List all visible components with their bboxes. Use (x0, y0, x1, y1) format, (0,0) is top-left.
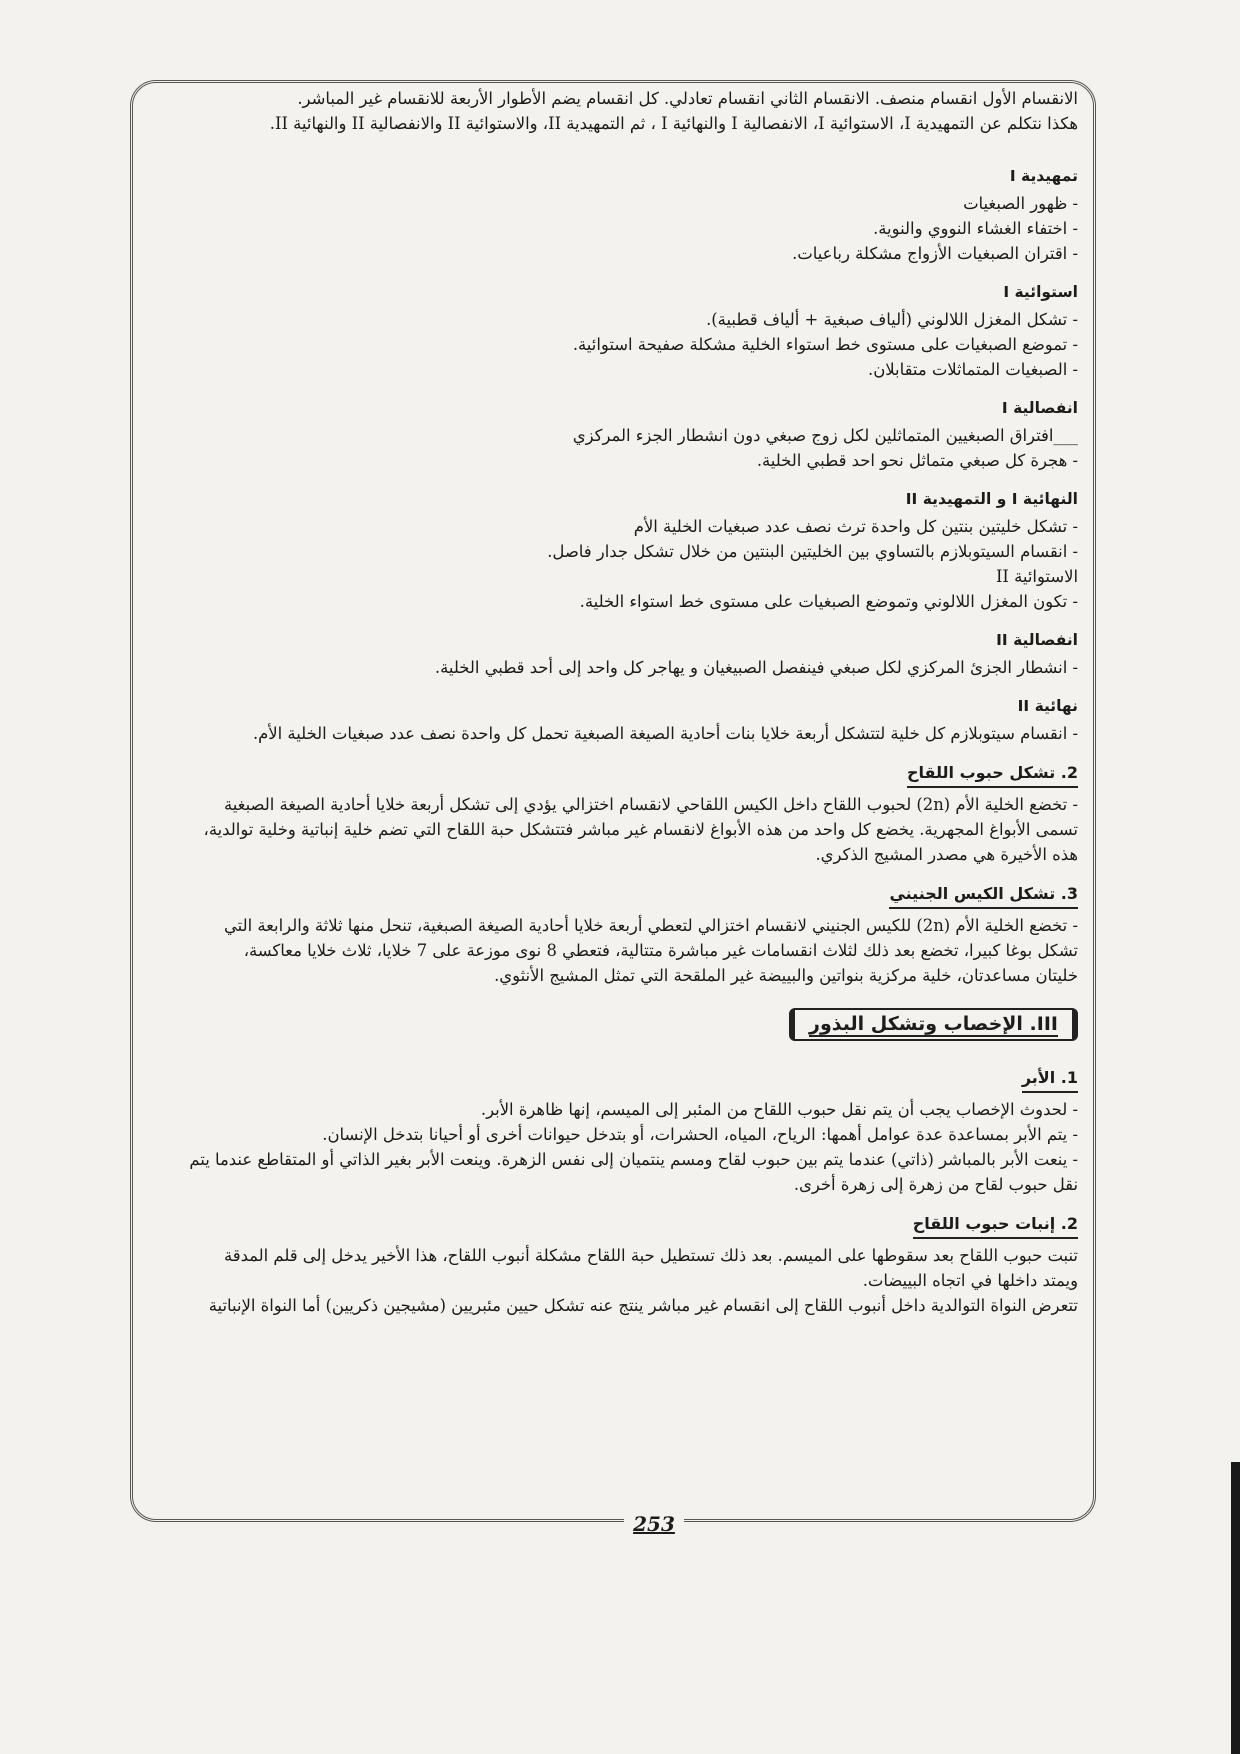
heading-telophase-1: النهائية I و التمهيدية II (905, 490, 1078, 508)
list-item: - تكون المغزل اللالوني وتموضع الصبغيات على مستوى خط استواء الخلية. (579, 592, 1078, 611)
heading-pollen-germination: 2. إنبات حبوب اللقاح (913, 1211, 1078, 1239)
heading-anaphase-1: انفصالية I (1001, 399, 1078, 417)
list-item: - هجرة كل صبغي متماثل نحو احد قطبي الخلية. (756, 451, 1078, 470)
list-item: - اقتران الصبغيات الأزواج مشكلة رباعيات. (792, 244, 1078, 263)
heading-pollen-formation: 2. تشكل حبوب اللقاح (907, 760, 1078, 788)
paragraph-line: - يتم الأبر بمساعدة عدة عوامل أهمها: الرياح، المياه، الحشرات، أو بتدخل حيوانات أخرى أو أحيانا بتدخل الإنسان. (322, 1125, 1078, 1144)
paragraph-line: - ينعت الأبر بالمباشر (ذاتي) عندما يتم بين حبوب لقاح ومسم ينتميان إلى نفس الزهرة. وينعت الأبر بغير الذاتي أو المتقاطع عندما يتم (189, 1150, 1078, 1169)
paragraph-line: تتعرض النواة التوالدية داخل أنبوب اللقاح إلى انقسام غير مباشر ينتج عنه تشكل حيين مئبريين (مشيجين ذكريين) أما النواة الإنباتية (208, 1296, 1078, 1315)
list-item: - تشكل المغزل اللالوني (ألياف صبغية + ألياف قطبية). (706, 310, 1078, 329)
list-item: - ظهور الصبغيات (963, 194, 1078, 213)
heading-embryo-sac-formation: 3. تشكل الكيس الجنيني (889, 881, 1078, 909)
intro-line-2: هكذا نتكلم عن التمهيدية I، الاستوائية I، الانفصالية I والنهائية I ، ثم التمهيدية II، والاستوائية II والانفصالية II والنهائية II. (269, 114, 1078, 133)
paragraph-line: خليتان مساعدتان، خلية مركزية بنواتين والبييضة غير الملقحة التي تمثل المشيج الأنثوي. (494, 966, 1078, 985)
scan-edge-shadow (1231, 1462, 1240, 1754)
section-heading-text: III. الإخصاب وتشكل البذور (809, 1013, 1058, 1035)
list-item: - انقسام السيتوبلازم بالتساوي بين الخليتين البنتين من خلال تشكل جدار فاصل. (547, 542, 1078, 561)
paragraph-line: تسمى الأبواغ المجهرية. يخضع كل واحد من هذه الأبواغ لانقسام غير مباشر فتتشكل حبة اللقاح التي تضم خلية إنباتية وخلية توالدية، (203, 820, 1078, 839)
paragraph-line: - تخضع الخلية الأم (2n) لحبوب اللقاح داخل الكيس اللقاحي لانقسام اختزالي يؤدي إلى تشكل أربعة خلايا أحادية الصيغة الصبغية (223, 795, 1078, 814)
page-content (160, 86, 1078, 1318)
paragraph-line: تنبت حبوب اللقاح بعد سقوطها على الميسم. بعد ذلك تستطيل حبة اللقاح مشكلة أنبوب اللقاح، هذا الأخير يدخل إلى قلم المدقة (223, 1246, 1078, 1265)
intro-line-1: الانقسام الأول انقسام منصف. الانقسام الثاني انقسام تعادلي. كل انقسام يضم الأطوار الأربعة للانقسام غير المباشر. (297, 89, 1078, 108)
list-item: ___افتراق الصبغيين المتماثلين لكل زوج صبغي دون انشطار الجزء المركزي (572, 426, 1078, 445)
paragraph-line: تشكل بوغا كبيرا، تخضع بعد ذلك لثلاث انقسامات غير مباشرة متتالية، فتعطي 8 نوى موزعة على 7 خلايا، ثلاث خلايا معاكسة، (243, 941, 1078, 960)
list-item: - اختفاء الغشاء النووي والنوية. (873, 219, 1078, 238)
paragraph-line: - لحدوث الإخصاب يجب أن يتم نقل حبوب اللقاح من المئبر إلى الميسم، إنها ظاهرة الأبر. (480, 1100, 1078, 1119)
section-heading-fertilization (789, 1008, 1078, 1041)
heading-anaphase-2: انفصالية II (996, 631, 1078, 649)
paragraph-line: ويمتد داخلها في اتجاه البييضات. (862, 1271, 1078, 1290)
paragraph-line: هذه الأخيرة هي مصدر المشيج الذكري. (815, 845, 1078, 864)
list-item: - انقسام سيتوبلازم كل خلية لتتشكل أربعة خلايا بنات أحادية الصيغة الصبغية تحمل كل واحدة نصف عدد صبغيات الخلية الأم. (252, 724, 1078, 743)
list-item: - الصبغيات المتماثلات متقابلان. (868, 360, 1078, 379)
heading-metaphase-1: استوائية I (1003, 283, 1078, 301)
list-item: - انشطار الجزئ المركزي لكل صبغي فينفصل الصبيغيان و يهاجر كل واحد إلى أحد قطبي الخلية. (434, 658, 1078, 677)
list-item: - تموضع الصبغيات على مستوى خط استواء الخلية مشكلة صفيحة استوائية. (572, 335, 1078, 354)
paragraph-line: - تخضع الخلية الأم (2n) للكيس الجنيني لانقسام اختزالي لتعطي أربعة خلايا أحادية الصيغة الصبغية، تنحل منها ثلاثة والرابعة التي (224, 916, 1078, 935)
list-item: - تشكل خليتين بنتين كل واحدة ترث نصف عدد صبغيات الخلية الأم (633, 517, 1078, 536)
page-number: 253 (624, 1509, 684, 1539)
list-item: الاستوائية II (995, 567, 1078, 586)
paragraph-line: نقل حبوب لقاح من زهرة إلى زهرة أخرى. (793, 1175, 1078, 1194)
heading-prophase-1: تمهيدية I (1009, 167, 1078, 185)
heading-telophase-2: نهائية II (1017, 697, 1078, 715)
heading-pollination: 1. الأبر (1022, 1065, 1078, 1093)
